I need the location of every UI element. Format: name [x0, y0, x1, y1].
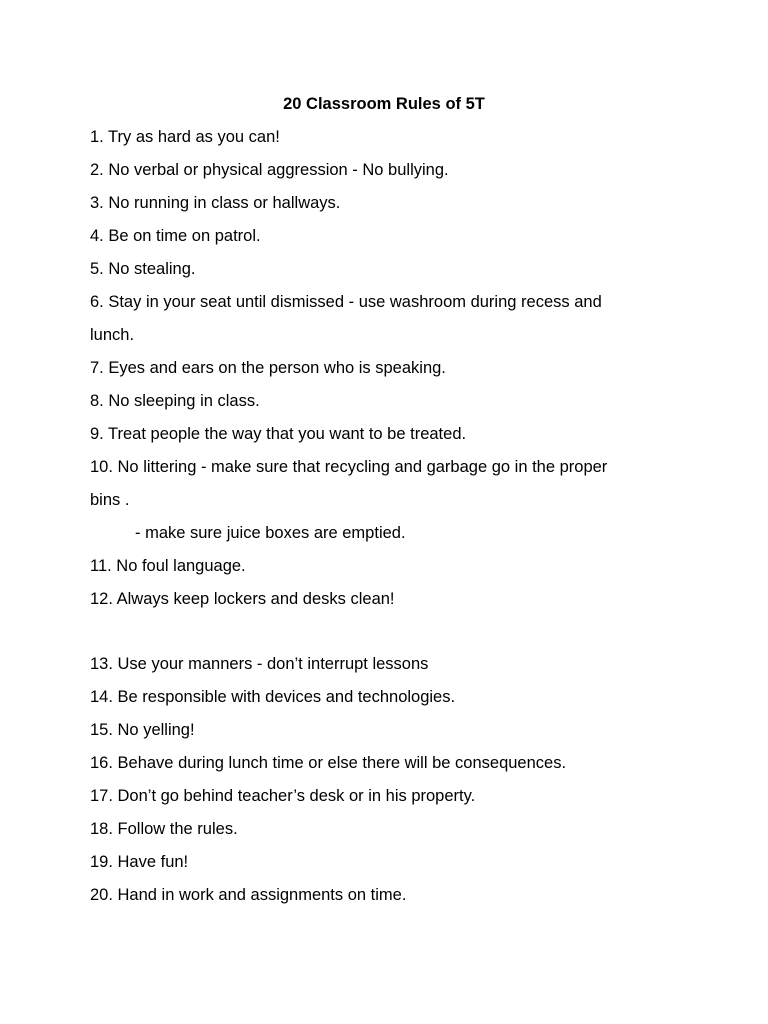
rule-4: 4. Be on time on patrol.: [90, 227, 261, 245]
rule-1: 1. Try as hard as you can!: [90, 128, 280, 146]
rule-10: 10. No littering - make sure that recycling and garbage go in the proper: [90, 458, 608, 476]
rule-9: 9. Treat people the way that you want to be treated.: [90, 425, 467, 443]
rule-5: 5. No stealing.: [90, 260, 196, 278]
rule-2: 2. No verbal or physical aggression - No bullying.: [90, 161, 449, 179]
document-title: 20 Classroom Rules of 5T: [283, 95, 485, 113]
rule-18: 18. Follow the rules.: [90, 820, 238, 838]
rule-12: 12. Always keep lockers and desks clean!: [90, 590, 395, 608]
blank-line: [90, 621, 730, 653]
rule-8: 8. No sleeping in class.: [90, 392, 260, 410]
rule-15: 15. No yelling!: [90, 721, 195, 739]
rule-13: 13. Use your manners - don’t interrupt lessons: [90, 655, 429, 673]
rule-17: 17. Don’t go behind teacher’s desk or in his property.: [90, 787, 476, 805]
rule-6-continuation: lunch.: [90, 326, 135, 344]
rule-10-continuation: bins .: [90, 491, 130, 509]
rule-20: 20. Hand in work and assignments on time.: [90, 886, 407, 904]
rule-10-subpoint: - make sure juice boxes are emptied.: [135, 524, 406, 542]
rules-list: [90, 126, 730, 917]
rule-7: 7. Eyes and ears on the person who is speaking.: [90, 359, 446, 377]
rule-3: 3. No running in class or hallways.: [90, 194, 341, 212]
rule-14: 14. Be responsible with devices and technologies.: [90, 688, 456, 706]
rule-19: 19. Have fun!: [90, 853, 189, 871]
rule-16: 16. Behave during lunch time or else there will be consequences.: [90, 754, 567, 772]
rule-6: 6. Stay in your seat until dismissed - use washroom during recess and: [90, 293, 602, 311]
rule-11: 11. No foul language.: [90, 557, 246, 575]
